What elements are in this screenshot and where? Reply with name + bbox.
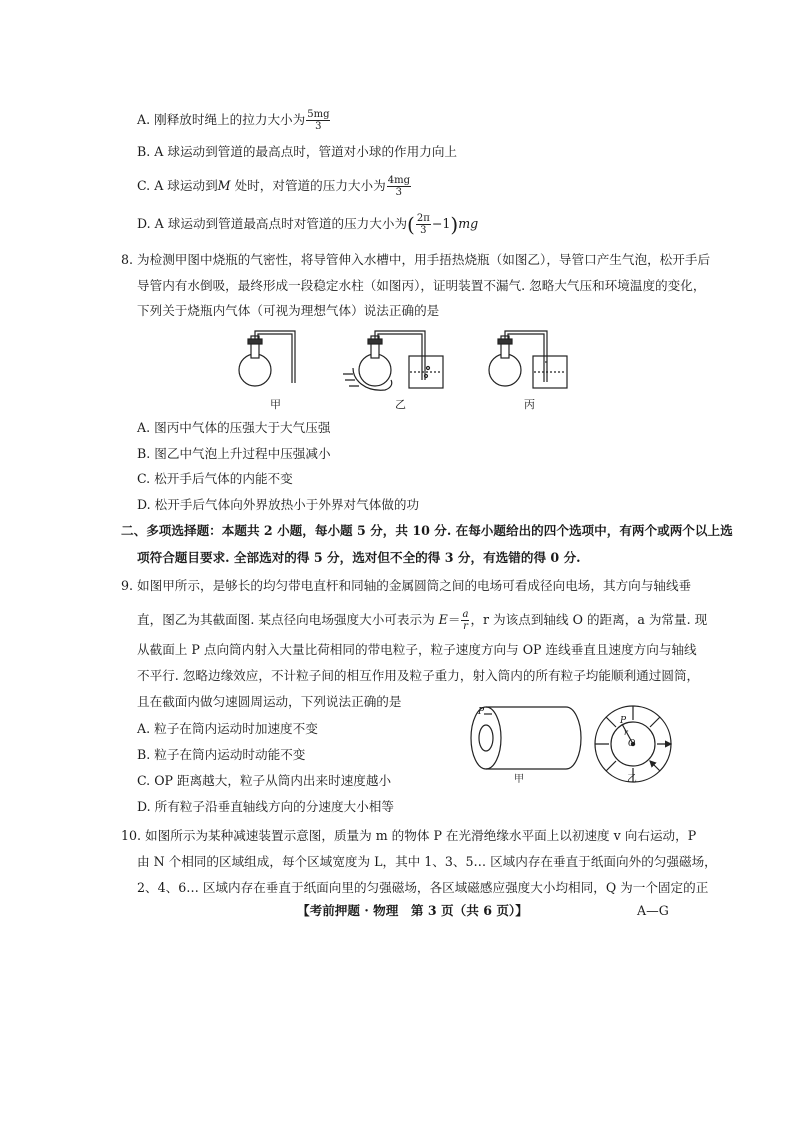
q10-stem-line-2: 由 N 个相同的区域组成，每个区域宽度为 L，其中 1、3、5… 区域内存在垂直于纸面向外的匀强磁场， (137, 854, 717, 869)
q8-option-a: A. 图丙中气体的压强大于大气压强 (137, 420, 331, 435)
q9-fig-label-yi: 乙 (627, 774, 637, 785)
q9-fig-jia-point-p: P (478, 707, 485, 717)
q10-stem-line-3: 2、4、6… 区域内存在垂直于纸面向里的匀强磁场，各区域磁感应强度大小均相同，Q 为一个固定的正 (137, 880, 709, 895)
q9-option-c: C. OP 距离越大，粒子从筒内出来时速度越小 (137, 773, 392, 788)
page-footer: 【考前押题 · 物理 第 3 页（共 6 页）】 (297, 903, 528, 918)
q9-fig-label-jia: 甲 (514, 774, 524, 785)
q8-option-c: C. 松开手后气体的内能不变 (137, 471, 293, 486)
q9-stem-line-3: 从截面上 P 点向筒内射入大量比荷相同的带电粒子，粒子速度方向与 OP 连线垂直且速度方向与轴线 (137, 642, 697, 657)
q8-fig-label-bing: 丙 (524, 398, 535, 411)
q8-stem-line-1: 8. 为检测甲图中烧瓶的气密性，将导管伸入水槽中，用手捂热烧瓶（如图乙），导管口产生气泡，松开手后 (121, 252, 711, 267)
q8-option-d: D. 松开手后气体向外界放热小于外界对气体做的功 (137, 497, 420, 512)
flask-jia (239, 331, 295, 386)
q8-option-b: B. 图乙中气泡上升过程中压强减小 (137, 446, 331, 461)
q9-fig-yi-axis-o: O (628, 739, 636, 749)
q9-field-fraction: $\frac{a}{r}$ (462, 609, 469, 632)
q10-stem-line-1: 10. 如图所示为某种减速装置示意图，质量为 m 的物体 P 在光滑绝缘水平面上以初速度 v 向右运动，P (121, 828, 697, 843)
q7-option-b: B. A 球运动到管道的最高点时，管道对小球的作用力向上 (137, 144, 458, 159)
q9-stem-line-2: 直，图乙为其截面图. 某点径向电场强度大小可表示为 E＝ $\frac{a}{r}$ ，r 为该点到轴线 O 的距离，a 为常量. 现 (137, 609, 708, 632)
flask-yi (343, 331, 443, 390)
q8-fig-label-jia: 甲 (270, 398, 281, 411)
q8-stem-line-3: 下列关于烧瓶内气体（可视为理想气体）说法正确的是 (137, 303, 440, 318)
q9-option-a: A. 粒子在筒内运动时加速度不变 (137, 721, 318, 736)
section-2-heading-line-1: 二、多项选择题：本题共 2 小题，每小题 5 分，共 10 分. 在每小题给出的四个选项中，有两个或两个以上选 (121, 523, 733, 538)
q7-option-a-fraction: $\frac{5mg}{3}$ (307, 109, 330, 132)
paper-code: A—G (637, 903, 669, 918)
q9-option-b: B. 粒子在筒内运动时动能不变 (137, 747, 306, 762)
q9-stem-line-1: 9. 如图甲所示，是够长的均匀带电直杆和同轴的金属圆筒之间的电场可看成径向电场，其方向与轴线垂 (121, 578, 692, 593)
q9-option-d: D. 所有粒子沿垂直轴线方向的分速度大小相等 (137, 799, 394, 814)
section-2-heading-line-2: 项符合题目要求. 全部选对的得 5 分，选对但不全的得 3 分，有选错的得 0 分. (137, 550, 581, 565)
q9-stem-line-4: 不平行. 忽略边缘效应，不计粒子间的相互作用及粒子重力，射入筒内的所有粒子均能顺利通过圆筒， (137, 668, 700, 683)
q7-option-d-fraction: $\frac{2\pi}{3}$ (416, 213, 430, 236)
q8-fig-label-yi: 乙 (395, 398, 406, 411)
q9-stem-line-5: 且在截面内做匀速圆周运动，下列说法正确的是 (137, 694, 402, 709)
q7-option-c-fraction: $\frac{4mg}{3}$ (387, 175, 410, 198)
q7-option-d: D. A 球运动到管道最高点时对管道的压力大小为( $\frac{2\pi}{3}$ −1)mg (137, 212, 479, 237)
q9-cylinder-jia (471, 707, 581, 769)
q7-option-a-text: A. 刚释放时绳上的拉力大小为 (137, 112, 306, 127)
q8-stem-line-2: 导管内有水倒吸，最终形成一段稳定水柱（如图丙），证明装置不漏气. 忽略大气压和环境温度的变化， (137, 278, 706, 293)
q9-figure (462, 700, 682, 800)
q7-option-a (137, 109, 331, 132)
q9-fig-yi-radius-r: r (624, 728, 628, 737)
q9-fig-yi-point-p: P (620, 716, 627, 726)
flask-bing (489, 331, 567, 388)
q7-option-c-point-m: M (217, 178, 231, 193)
q7-option-c: C. A 球运动到M 处时，对管道的压力大小为 $\frac{4mg}{3}$ (137, 175, 410, 198)
